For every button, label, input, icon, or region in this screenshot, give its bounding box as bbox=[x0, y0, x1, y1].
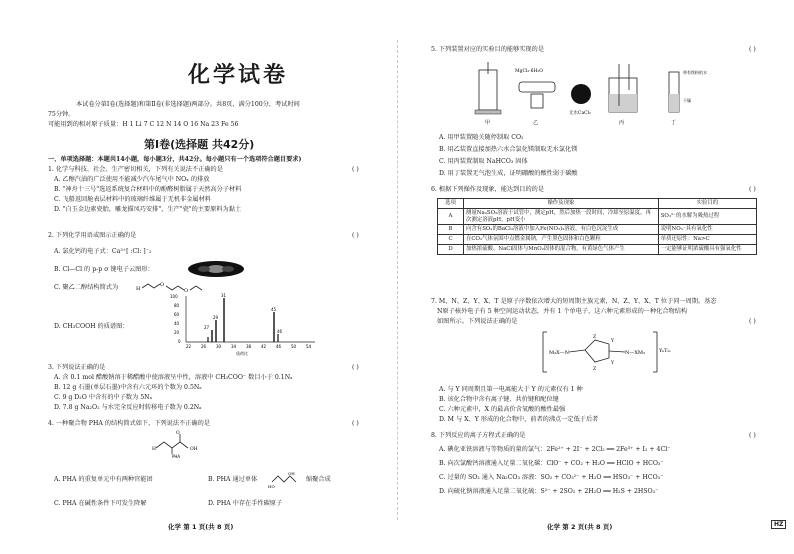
ms-peak-label: 29 bbox=[213, 315, 219, 320]
table-cell-option: D bbox=[438, 244, 464, 254]
table-header-cell: 实验目的 bbox=[658, 199, 756, 209]
q4-answer-bracket[interactable]: ( ) bbox=[352, 420, 359, 427]
q7-stem-line-3: 如图所示。下列说法正确的是 bbox=[437, 318, 518, 325]
intro-line-1: 本试卷分第Ⅰ卷(选择题)和第Ⅱ卷(非选择题)两部分。共8页，满分100分，考试时间 bbox=[76, 101, 300, 108]
ms-ytick: 100 bbox=[170, 294, 178, 299]
ms-ytick: 60 bbox=[174, 312, 180, 317]
table-header-cell: 选项 bbox=[438, 199, 464, 209]
ms-xtick: 26 bbox=[201, 344, 207, 349]
table-cell: 单质还原性：Na>C bbox=[658, 235, 756, 245]
ms-xtick: 54 bbox=[306, 344, 312, 349]
ms-ytick: 20 bbox=[174, 330, 180, 335]
q2-option-b[interactable]: B. Cl—Cl 的 p-p σ 键电子云图形： bbox=[54, 266, 154, 273]
q5-stem: 5. 下列装置对应的实验目的能够实现的是 bbox=[431, 46, 545, 53]
q4-stem: 4. 一种聚合物 PHA 的结构简式如下，下列说法不正确的是 bbox=[48, 420, 210, 427]
svg-text:HO: HO bbox=[268, 484, 275, 488]
q5-apparatus-diagram bbox=[473, 60, 723, 130]
ms-xtick: 34 bbox=[231, 344, 237, 349]
q4-option-b-cont: 缩聚合成 bbox=[306, 476, 331, 483]
mc-heading: 一、单项选择题：本题共14小题，每小题3分，共42分。每小题只有一个选项符合题目要求) bbox=[48, 156, 302, 163]
q4-option-c[interactable]: C. PHA 在碱性条件下可发生降解 bbox=[54, 500, 147, 507]
hz-mark: HZ bbox=[771, 520, 786, 529]
svg-text:M₃X—N: M₃X—N bbox=[549, 350, 570, 356]
ms-ytick: 0 bbox=[178, 339, 181, 344]
q2-answer-bracket[interactable]: ( ) bbox=[352, 232, 359, 239]
ms-xtick: 22 bbox=[186, 344, 192, 349]
q2-option-d[interactable]: D. CH₃COOH 的质谱图： bbox=[54, 323, 129, 330]
exam-title: 化学试卷 bbox=[188, 63, 289, 88]
table-cell-option: C bbox=[438, 235, 464, 245]
svg-text:O: O bbox=[160, 282, 165, 288]
table-cell: 测量Na₂SO₃溶液于试管中，测定pH，然后加热一段时间，冷却至原温度，再次测定溶液pH，pH变小 bbox=[464, 208, 659, 225]
q5-option-c[interactable]: C. 用丙装置制取 NaHCO₃ 固体 bbox=[439, 158, 528, 165]
ding-label: 丁 bbox=[671, 120, 677, 126]
q1-option-a[interactable]: A. 乙醇汽油的广泛使用不能减少汽车尾气中 NOₓ 的排放 bbox=[54, 176, 210, 183]
page-right bbox=[397, 0, 794, 554]
svg-text:Z: Z bbox=[593, 335, 597, 340]
ms-peak-label: 45 bbox=[271, 307, 277, 312]
q7-answer-bracket[interactable]: ( ) bbox=[749, 318, 756, 325]
q3-stem: 3. 下列说法正确的是 bbox=[48, 364, 106, 371]
q4-option-d[interactable]: D. PHA 中存在手性碳原子 bbox=[208, 500, 283, 507]
q5-answer-bracket[interactable]: ( ) bbox=[749, 46, 756, 53]
q8-option-b[interactable]: B. 向次氯酸钙溶液通入足量二氧化碳：ClO⁻ + CO₂ + H₂O ══ HClO + HCO₃⁻ bbox=[439, 460, 664, 467]
cacl-label: 无水CaCl₂ bbox=[569, 111, 591, 116]
svg-text:N—XM₃: N—XM₃ bbox=[625, 350, 646, 356]
q6-answer-bracket[interactable]: ( ) bbox=[749, 186, 756, 193]
ms-xtick: 50 bbox=[291, 344, 297, 349]
table-cell-option: B bbox=[438, 225, 464, 235]
q5-option-b[interactable]: B. 用乙装置直接加热六水合氯化镁制取无水氯化镁 bbox=[439, 146, 578, 153]
q1-stem: 1. 化学与科技、社会、生产密切相关，下列有关说法不正确的是 bbox=[48, 166, 223, 173]
svg-text:Y: Y bbox=[611, 361, 614, 366]
page-number-left: 化学 第 1 页(共 8 页) bbox=[168, 523, 234, 531]
svg-text:YₖTₘ: YₖTₘ bbox=[659, 348, 671, 354]
q6-table bbox=[437, 198, 757, 255]
q5-option-d[interactable]: D. 用丁装置无气泡生成，证明硼酸的酸性弱于碳酸 bbox=[439, 170, 578, 177]
q2-option-c[interactable]: C. 聚乙二醇结构简式为 bbox=[54, 284, 119, 291]
q1-answer-bracket[interactable]: ( ) bbox=[352, 166, 359, 173]
monomer-structure-image bbox=[268, 468, 304, 488]
q7-option-b[interactable]: B. 该化合物中含有离子键、共价键和配位键 bbox=[439, 396, 559, 403]
ms-peak-label: 46 bbox=[277, 329, 283, 334]
mass-spectrum-chart bbox=[170, 290, 320, 356]
q7-stem-line-2: N原子核外电子有 5 种空间运动状态，并有 1 个单电子，这六种元素形成的一种化合物结构 bbox=[437, 308, 688, 315]
table-row bbox=[438, 244, 757, 254]
page-number-right: 化学 第 2 页(共 8 页) bbox=[547, 523, 613, 531]
svg-text:O: O bbox=[176, 431, 180, 436]
atomic-masses: 可能用到的相对原子质量：H 1 Li 7 C 12 N 14 O 16 Na 23 Fe 56 bbox=[48, 121, 239, 128]
q2-option-a[interactable]: A. 氯化钙的电子式：Ca²⁺[ :Cl: ]⁻₂ bbox=[54, 248, 152, 255]
q3-option-b[interactable]: B. 12 g 石墨(单层石墨)中含有六元环的个数为 0.5Nₐ bbox=[54, 384, 202, 391]
q4-option-a[interactable]: A. PHA 的重复单元中有两种官能团 bbox=[54, 476, 153, 483]
q3-answer-bracket[interactable]: ( ) bbox=[352, 364, 359, 371]
q8-option-a[interactable]: A. 碘化亚铁溶液与等物质的量的氯气：2Fe²⁺ + 2I⁻ + 2Cl₂ ══ 2Fe³⁺ + I₂ + 4Cl⁻ bbox=[439, 446, 671, 453]
table-row bbox=[438, 235, 757, 245]
ms-peak-label: 31 bbox=[221, 293, 227, 298]
table-cell: 加热浓硫酸、NaCl固体与MnO₂固体的混合物，有黄绿色气体产生 bbox=[464, 244, 659, 254]
dry-label: 干燥 bbox=[683, 98, 691, 103]
q3-option-a[interactable]: A. 含 0.1 mol 醋酸钠溶于稀醋酸中使溶液呈中性，溶液中 CH₃COO⁻ 数目小于 0.1Nₐ bbox=[54, 374, 293, 381]
mgcl-label: MgCl₂·6H₂O bbox=[515, 69, 543, 74]
q7-stem-line-1: 7. M、N、Z、Y、X、T 是原子序数依次增大的短周期主族元素，N、Z、Y、X、T 位于同一周期。基态 bbox=[431, 298, 717, 305]
jia-label: 甲 bbox=[485, 120, 491, 126]
table-header-cell: 操作及现象 bbox=[464, 199, 659, 209]
table-cell: 说明NO₃⁻具有氧化性 bbox=[658, 225, 756, 235]
q1-option-b[interactable]: B. "神舟十三号"选返系统复合材料中的酚醛树脂属于天然高分子材料 bbox=[54, 186, 242, 193]
ms-xtick: 42 bbox=[261, 344, 267, 349]
table-row bbox=[438, 208, 757, 225]
q8-option-d[interactable]: D. 向硫化钠溶液通入足量二氧化硫：S²⁻ + 2SO₂ + 2H₂O ══ H₂S + 2HSO₃⁻ bbox=[439, 488, 659, 495]
q7-option-c[interactable]: C. 六种元素中，X 的最高价含氧酸的酸性最强 bbox=[439, 406, 566, 413]
q8-stem: 8. 下列反应的离子方程式正确的是 bbox=[431, 432, 526, 439]
q1-option-c[interactable]: C. 飞船返回舱表层材料中的玻璃纤维属于无机非金属材料 bbox=[54, 196, 211, 203]
svg-text:H: H bbox=[152, 447, 156, 452]
q7-structure-diagram bbox=[537, 328, 677, 378]
q4-option-b[interactable]: B. PHA 通过单体 bbox=[208, 476, 258, 483]
bing-label: 丙 bbox=[619, 120, 625, 126]
q7-option-a[interactable]: A. 与 Y 同周期且第一电离能大于 Y 的元素仅有 1 种 bbox=[439, 386, 583, 393]
q5-option-a[interactable]: A. 用甲装置随关随停制取 CO₂ bbox=[439, 134, 524, 141]
table-cell: 一定能够证明浓硫酸具有强氧化性 bbox=[658, 244, 756, 254]
q8-answer-bracket[interactable]: ( ) bbox=[749, 432, 756, 439]
ms-xtick: 38 bbox=[246, 344, 252, 349]
q6-stem: 6. 根据下列操作及现象，能达到目的的是 bbox=[431, 186, 545, 193]
table-header-row bbox=[438, 199, 757, 209]
water-label: 带有铁粉的水 bbox=[683, 70, 707, 75]
pha-structure-image bbox=[150, 428, 220, 458]
ms-xtick: 46 bbox=[276, 344, 282, 349]
q1-option-d[interactable]: D. "白玉金边素瓷胎，雕龙描凤巧安排"，生产"瓷"的主要原料为黏土 bbox=[54, 206, 242, 213]
q7-option-d[interactable]: D. M 与 X、Y 形成的化合物中，前者的沸点一定低于后者 bbox=[439, 416, 599, 423]
ms-ytick: 40 bbox=[174, 321, 180, 326]
ms-xlabel: 质荷比 bbox=[236, 351, 248, 356]
pha-label: PHA bbox=[172, 454, 181, 458]
intro-line-2: 75分钟。 bbox=[48, 111, 75, 118]
svg-text:OH: OH bbox=[190, 447, 198, 452]
ms-ytick: 80 bbox=[174, 303, 180, 308]
ms-peak-label: 27 bbox=[204, 325, 210, 330]
svg-text:OH: OH bbox=[288, 471, 295, 476]
q3-option-c[interactable]: C. 9 g D₂O 中含有的中子数为 5Nₐ bbox=[54, 394, 152, 401]
section-heading: 第Ⅰ卷(选择题 共42分) bbox=[144, 138, 255, 151]
q2-stem: 2. 下列化学用语或图示正确的是 bbox=[48, 232, 137, 239]
yi-label: 乙 bbox=[533, 120, 539, 126]
table-cell: 向含有SO₂的BaCl₂溶液中加入Fe(NO₃)₃溶液，有白色沉淀生成 bbox=[464, 225, 659, 235]
svg-text:H: H bbox=[136, 286, 141, 292]
q3-option-d[interactable]: D. 7.8 g Na₂O₂ 与水完全反应时转移电子数为 0.2Nₐ bbox=[54, 404, 202, 411]
table-cell: 在CO₂气体氛围中点燃金属钠，产生黑色固体和白色颗粒 bbox=[464, 235, 659, 245]
table-cell-option: A bbox=[438, 208, 464, 225]
svg-text:Z: Z bbox=[593, 367, 597, 372]
svg-text:Y: Y bbox=[611, 339, 614, 344]
table-row bbox=[438, 225, 757, 235]
svg-text:O: O bbox=[184, 288, 189, 294]
table-cell: SO₃²⁻的水解为吸热过程 bbox=[658, 208, 756, 225]
q8-option-c[interactable]: C. 过量的 SO₂ 通入 Na₂CO₃ 溶液：SO₂ + CO₃²⁻ + H₂O ══ HSO₃⁻ + HCO₃⁻ bbox=[439, 474, 664, 481]
ms-xtick: 30 bbox=[216, 344, 222, 349]
